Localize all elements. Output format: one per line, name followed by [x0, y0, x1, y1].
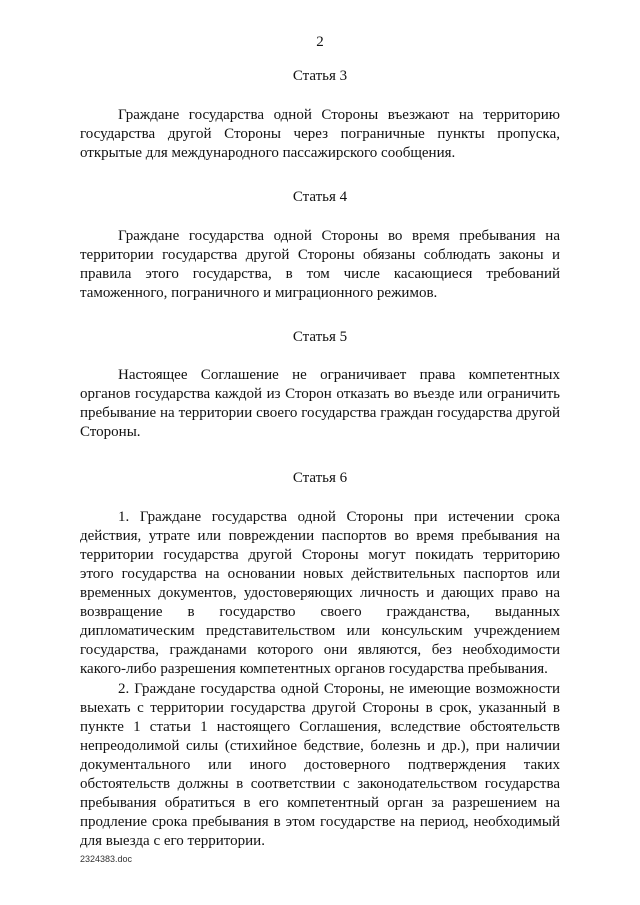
document-body: [80, 66, 560, 851]
document-filename: 2324383.doc: [80, 854, 133, 864]
article-4-paragraph: Граждане государства одной Стороны во время пребывания на территории государства другой Стороны обязаны соблюдать законы и правила этого государства, в том числе касающиеся требований таможенного, пограничного и миграционного режимов.: [80, 228, 560, 301]
article-3-paragraph: Граждане государства одной Стороны въезжают на территорию государства другой Стороны через пограничные пункты пропуска, открытые для международного пассажирского сообщения.: [80, 107, 560, 161]
article-6-paragraph-1: 1. Граждане государства одной Стороны при истечении срока действия, утрате или повреждении паспортов во время пребывания на территории государства другой Стороны могут покидать территорию этого государства на основании новых действительных паспортов или временных документов, удостоверяющих личность и дающих право на возвращение в государство своего гражданства, выданных дипломатическим представительством или консульским учреждением государства, гражданами которого они являются, без необходимости какого-либо разрешения компетентных органов государства пребывания.: [80, 509, 560, 677]
article-3-heading: Статья 3: [292, 68, 348, 84]
article-5-heading: Статья 5: [292, 329, 348, 345]
article-6-heading: Статья 6: [292, 470, 348, 486]
article-6-paragraph-2: 2. Граждане государства одной Стороны, не имеющие возможности выехать с территории государства другой Стороны в срок, указанный в пункте 1 статьи 1 настоящего Соглашения, вследствие обстоятельств непреодолимой силы (стихийное бедствие, болезнь и др.), при наличии документального или иного достоверного подтверждения таких обстоятельств должны в соответствии с законодательством государства пребывания обратиться в его компетентный орган за разрешением на продление срока пребывания в этом государстве на период, необходимый для выезда с его территории.: [80, 681, 560, 849]
article-4-heading: Статья 4: [292, 189, 348, 205]
article-5-paragraph: Настоящее Соглашение не ограничивает права компетентных органов государства каждой из Сторон отказать во въезде или ограничить пребывание на территории своего государства граждан государства другой Стороны.: [80, 367, 560, 440]
page-number: 2: [316, 34, 324, 50]
